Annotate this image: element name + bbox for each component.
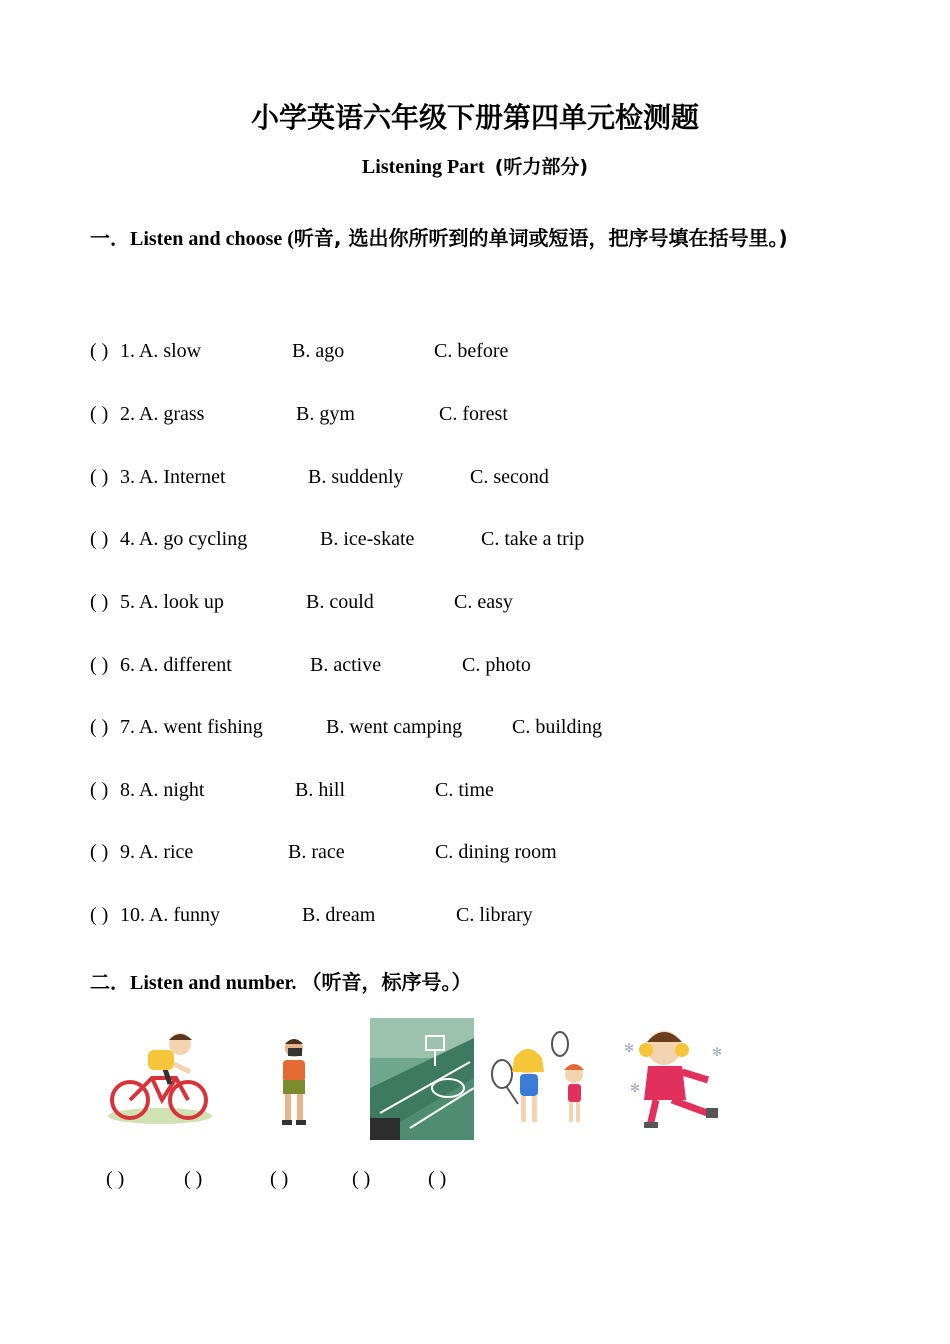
answer-blank[interactable]: ( ) bbox=[90, 591, 109, 613]
option-a: 5. A. look up bbox=[120, 591, 224, 613]
option-c: C. take a trip bbox=[481, 528, 585, 550]
basketball-court-picture bbox=[370, 1018, 474, 1140]
picture-answer-blank[interactable]: ( ) bbox=[184, 1168, 203, 1190]
option-a: 10. A. funny bbox=[120, 904, 220, 926]
option-b: B. could bbox=[306, 591, 374, 613]
answer-blank[interactable]: ( ) bbox=[90, 403, 109, 425]
option-c: C. photo bbox=[462, 654, 531, 676]
option-c: C. building bbox=[512, 716, 603, 738]
option-b: B. gym bbox=[296, 403, 355, 425]
picture-answer-blank[interactable]: ( ) bbox=[106, 1168, 125, 1190]
section2-heading bbox=[90, 966, 472, 995]
option-a: 2. A. grass bbox=[120, 403, 205, 425]
option-c: C. library bbox=[456, 904, 533, 926]
section1-en: Listen and choose ( bbox=[130, 228, 294, 250]
section2-en: Listen and number. bbox=[130, 972, 297, 994]
answer-blank[interactable]: ( ) bbox=[90, 466, 109, 488]
page-title: 小学英语六年级下册第四单元检测题 bbox=[250, 101, 699, 134]
svg-text:✻: ✻ bbox=[630, 1081, 641, 1095]
section1-heading bbox=[90, 200, 880, 277]
picture-answer-blank[interactable]: ( ) bbox=[352, 1168, 371, 1190]
section1-number: 一． bbox=[90, 226, 130, 250]
option-c: C. dining room bbox=[435, 841, 557, 863]
option-b: B. went camping bbox=[326, 716, 463, 738]
subtitle-cn: (听力部分) bbox=[494, 156, 589, 178]
answer-blank[interactable]: ( ) bbox=[90, 779, 109, 801]
option-c: C. easy bbox=[454, 591, 513, 613]
svg-text:✻: ✻ bbox=[624, 1041, 635, 1055]
answer-blank[interactable]: ( ) bbox=[90, 654, 109, 676]
option-b: B. race bbox=[288, 841, 345, 863]
option-b: B. active bbox=[310, 654, 382, 676]
option-b: B. ice-skate bbox=[320, 528, 415, 550]
option-a: 1. A. slow bbox=[120, 340, 202, 362]
option-a: 8. A. night bbox=[120, 779, 205, 801]
option-c: C. before bbox=[434, 340, 509, 362]
option-c: C. forest bbox=[439, 403, 508, 425]
section1-cn: 听音, 选出你所听到的单词或短语，把序号填在括号里。) bbox=[293, 226, 788, 250]
option-a: 4. A. go cycling bbox=[120, 528, 248, 550]
option-c: C. time bbox=[435, 779, 494, 801]
answer-blank[interactable]: ( ) bbox=[90, 528, 109, 550]
picture-answer-blank[interactable]: ( ) bbox=[428, 1168, 447, 1190]
option-a: 9. A. rice bbox=[120, 841, 194, 863]
answer-blank[interactable]: ( ) bbox=[90, 716, 109, 738]
option-a: 7. A. went fishing bbox=[120, 716, 263, 738]
taking-photo-picture bbox=[268, 1036, 318, 1128]
answer-blank[interactable]: ( ) bbox=[90, 340, 109, 362]
subtitle bbox=[0, 152, 950, 179]
option-b: B. ago bbox=[292, 340, 345, 362]
picture-answer-blank[interactable]: ( ) bbox=[270, 1168, 289, 1190]
cycling-picture bbox=[104, 1028, 216, 1128]
answer-blank[interactable]: ( ) bbox=[90, 841, 109, 863]
section2-number: 二． bbox=[90, 970, 130, 994]
option-a: 6. A. different bbox=[120, 654, 232, 676]
subtitle-en: Listening Part bbox=[361, 156, 485, 178]
badminton-picture bbox=[488, 1024, 594, 1136]
svg-text:✻: ✻ bbox=[712, 1045, 723, 1059]
option-c: C. second bbox=[470, 466, 549, 488]
ice-skating-picture bbox=[620, 1022, 736, 1134]
answer-blank[interactable]: ( ) bbox=[90, 904, 109, 926]
option-b: B. hill bbox=[295, 779, 346, 801]
option-b: B. suddenly bbox=[308, 466, 404, 488]
option-a: 3. A. Internet bbox=[120, 466, 226, 488]
option-b: B. dream bbox=[302, 904, 376, 926]
section2-cn: （听音，标序号。） bbox=[301, 970, 472, 994]
